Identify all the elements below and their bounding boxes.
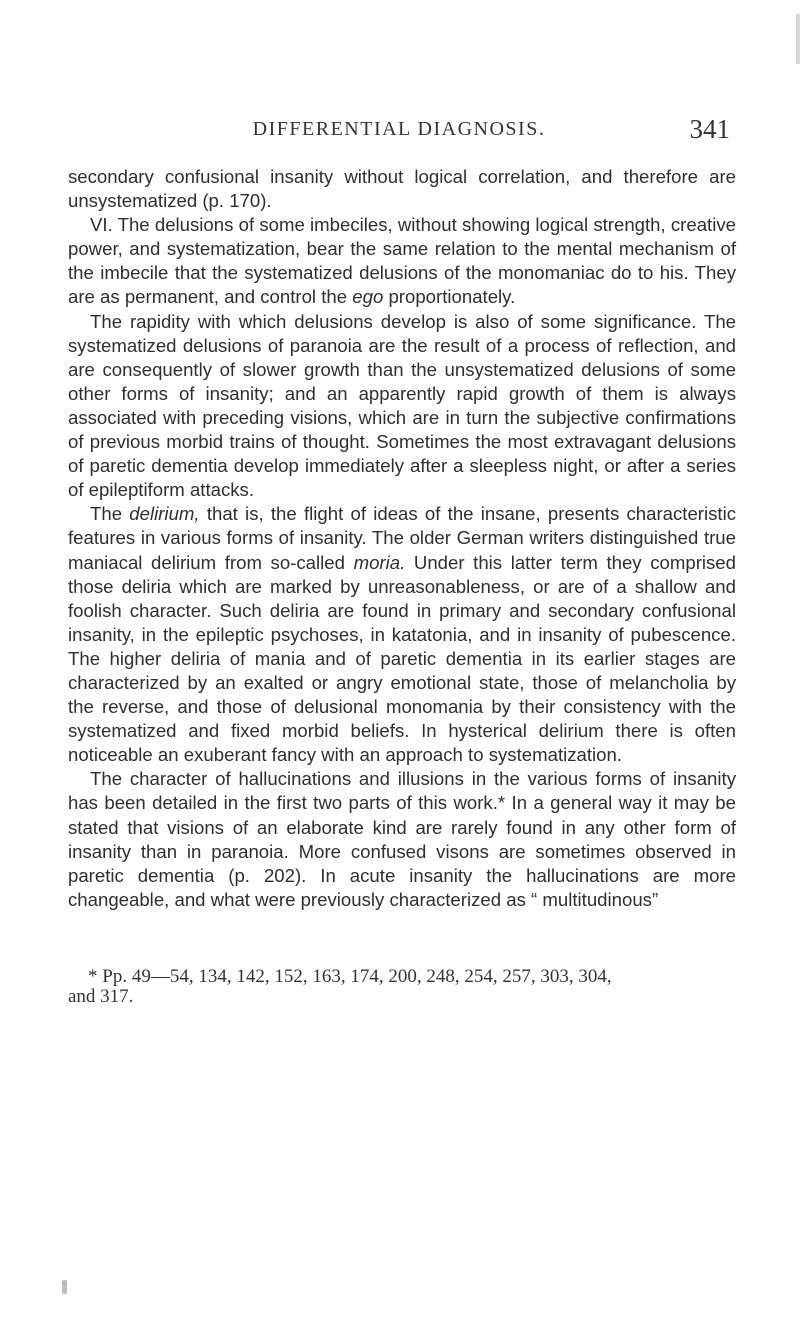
paragraph-5: The character of hallucinations and illusions in the various forms of insanity has been detailed in the first two parts of this work.* In a general way it may be stated that visions of an elaborate kind are rarely found in any other form of insanity than in paranoia. More confused visons are sometimes observed in paretic dementia (p. 202). In acute insanity the hallucinations are more changeable, and what were previously characterized as “ multitudinous” (68, 768, 736, 910)
paragraph-4-italic-delirium: delirium, (129, 503, 200, 525)
paragraph-2-text: VI. The delusions of some imbeciles, without showing logical strength, creative power, and systematization, bear the same relation to the mental mechanism of the imbecile that the systematized delusions of the monomaniac do to his. They are as permanent, and control the (68, 214, 736, 308)
body-text (68, 165, 736, 912)
paragraph-2 (68, 213, 736, 309)
paragraph-4 (68, 502, 736, 767)
paragraph-4-mid: that is, the flight of ideas of the insane, presents characteristic features in various forms of insanity. The older German writers distinguished true maniacal delirium from so-called (68, 503, 737, 573)
paragraph-4-end: Under this latter term they comprised those deliria which are marked by unreasonableness, or are of a shallow and foolish character. Such deliria are found in primary and secondary confusional insanity, in the epileptic psychoses, in katatonia, and in insanity of pubescence. The higher deliria of mania and of paretic dementia in its earlier stages are characterized by an exalted or angry emotional state, those of melancholia by the reverse, and those of delusional monomania by their consistency with the systematized and fixed morbid beliefs. In hysterical delirium there is often noticeable an exuberant fancy with an approach to systematization. (68, 551, 736, 766)
page-edge-mark (796, 14, 800, 64)
footnote-line-1: * Pp. 49—54, 134, 142, 152, 163, 174, 200, 248, 254, 257, 303, 304, (88, 966, 612, 987)
running-head (68, 114, 730, 148)
page-speck (62, 1280, 67, 1294)
footnote (68, 967, 736, 1007)
paragraph-2-italic: ego (352, 286, 384, 308)
paragraph-4-start: The (90, 503, 123, 525)
paragraph-2-end: proportionately. (388, 286, 516, 308)
running-title: DIFFERENTIAL DIAGNOSIS. (252, 118, 546, 140)
page-number: 341 (689, 114, 730, 144)
paragraph-4-italic-moria: moria. (353, 551, 406, 573)
paragraph-3: The rapidity with which delusions develop is also of some significance. The systematized delusions of paranoia are the result of a process of reflection, and are consequently of slower growth than the unsystematized delusions of some other forms of insanity; and an apparently rapid growth of them is always associated with preceding visions, which are in turn the subjective confirmations of previous morbid trains of thought. Sometimes the most extravagant delusions of paretic dementia develop immediately after a sleepless night, or after a series of epileptiform attacks. (68, 310, 736, 501)
footnote-line-2: and 317. (68, 986, 134, 1007)
paragraph-1: secondary confusional insanity without logical correlation, and therefore are unsystematized (p. 170). (68, 166, 736, 212)
